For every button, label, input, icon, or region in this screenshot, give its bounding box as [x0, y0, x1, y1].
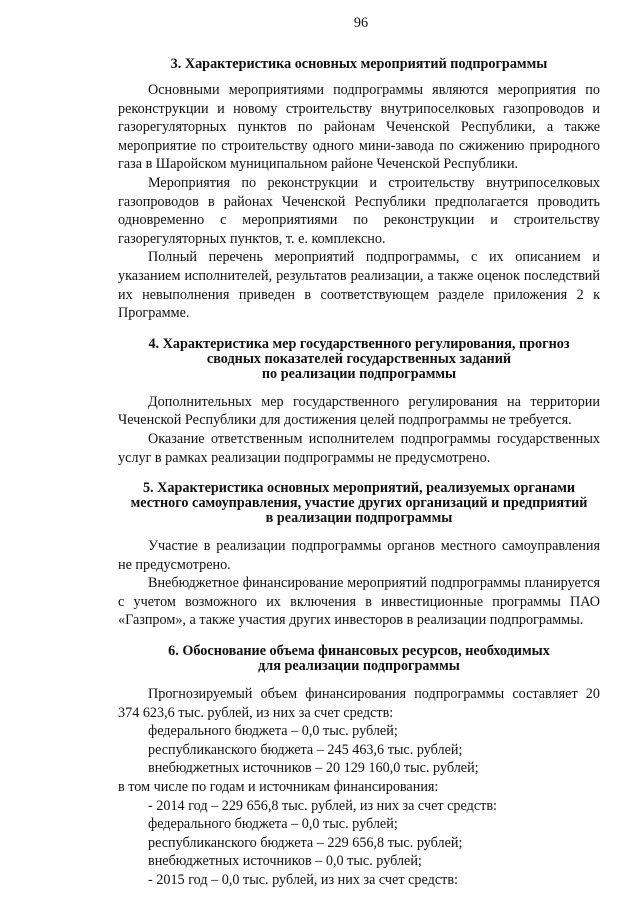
section-3-paragraph-2: Мероприятия по реконструкции и строительству внутрипоселковых газопроводов в районах Чеченской Республики предполагается проводить одновременно с мероприятиями по реконструкции и строительству газорегуляторных пунктов, т. е. комплексно. — [118, 174, 600, 247]
section-4-paragraph-2: Оказание ответственным исполнителем подпрограммы государственных услуг в рамках реализации подпрограммы не предусмотрено. — [118, 430, 600, 466]
year-2014-source-republican: республиканского бюджета – 229 656,8 тыс. рублей; — [148, 834, 463, 851]
section-5-title-line-1: 5. Характеристика основных мероприятий, реализуемых органами — [142, 480, 576, 497]
section-5-paragraph-2: Внебюджетное финансирование мероприятий подпрограммы планируется с учетом возможного их включения в инвестиционные программы ПАО «Газпром», а также участия других инвесторов в реализации подпрограммы. — [118, 575, 600, 629]
year-2014-source-extrabudgetary: внебюджетных источников – 0,0 тыс. рублей; — [148, 853, 422, 870]
total-source-federal: федерального бюджета – 0,0 тыс. рублей; — [148, 723, 398, 740]
section-6-title-line-2: для реализации подпрограммы — [258, 658, 460, 675]
total-source-republican: республиканского бюджета – 245 463,6 тыс. рублей; — [148, 741, 463, 758]
section-4-paragraph-1: Дополнительных мер государственного регулирования на территории Чеченской Республики для достижения целей подпрограммы не требуется. — [118, 393, 600, 429]
section-4-title — [118, 337, 600, 382]
section-4-title-line-3: по реализации подпрограммы — [261, 365, 457, 382]
section-3-title: 3. Характеристика основных мероприятий подпрограммы — [170, 56, 548, 72]
section-5-paragraph-1: Участие в реализации подпрограммы органов местного самоуправления не предусмотрено. — [118, 538, 600, 573]
section-6 — [118, 644, 600, 890]
section-6-title — [118, 644, 600, 674]
section-5-title-line-2: местного самоуправления, участие других организаций и предприятий — [130, 495, 588, 512]
page-number: 96 — [353, 15, 369, 31]
section-5 — [118, 481, 600, 630]
section-5-title-line-3: в реализации подпрограммы — [265, 510, 453, 527]
year-2015-line: - 2015 год – 0,0 тыс. рублей, из них за счет средств: — [148, 872, 458, 888]
section-3-paragraph-3: Полный перечень мероприятий подпрограммы, с их описанием и указанием исполнителей, результатов реализации, а также оценок последствий их невыполнения приведен в соответствующем разделе приложения 2 к Программе. — [118, 249, 600, 322]
section-4-title-line-1: 4. Характеристика мер государственного регулирования, прогноз — [148, 335, 570, 352]
section-3 — [118, 57, 600, 323]
year-2014-line: - 2014 год – 229 656,8 тыс. рублей, из них за счет средств: — [148, 797, 497, 814]
section-3-paragraph-1: Основными мероприятиями подпрограммы являются мероприятия по реконструкции и новому строительству внутрипоселковых газопроводов и газорегуляторных пунктов по районам Чеченской Республики, а также мероприятие по строительству одного мини-завода по сжижению природного газа в Шаройском муниципальном районе Чеченской Республики. — [118, 82, 600, 173]
year-2014-source-federal: федерального бюджета – 0,0 тыс. рублей; — [148, 816, 398, 833]
section-4 — [118, 337, 600, 467]
total-source-extrabudgetary: внебюджетных источников – 20 129 160,0 тыс. рублей; — [148, 760, 479, 777]
section-6-title-line-1: 6. Обоснование объема финансовых ресурсов, необходимых — [168, 643, 550, 660]
by-year-intro: в том числе по годам и источникам финансирования: — [118, 779, 439, 796]
section-4-title-line-2: сводных показателей государственных заданий — [206, 350, 512, 367]
section-6-intro: Прогнозируемый объем финансирования подпрограммы составляет 20 374 623,6 тыс. рублей, из них за счет средств: — [118, 686, 600, 721]
section-5-title — [118, 481, 600, 526]
